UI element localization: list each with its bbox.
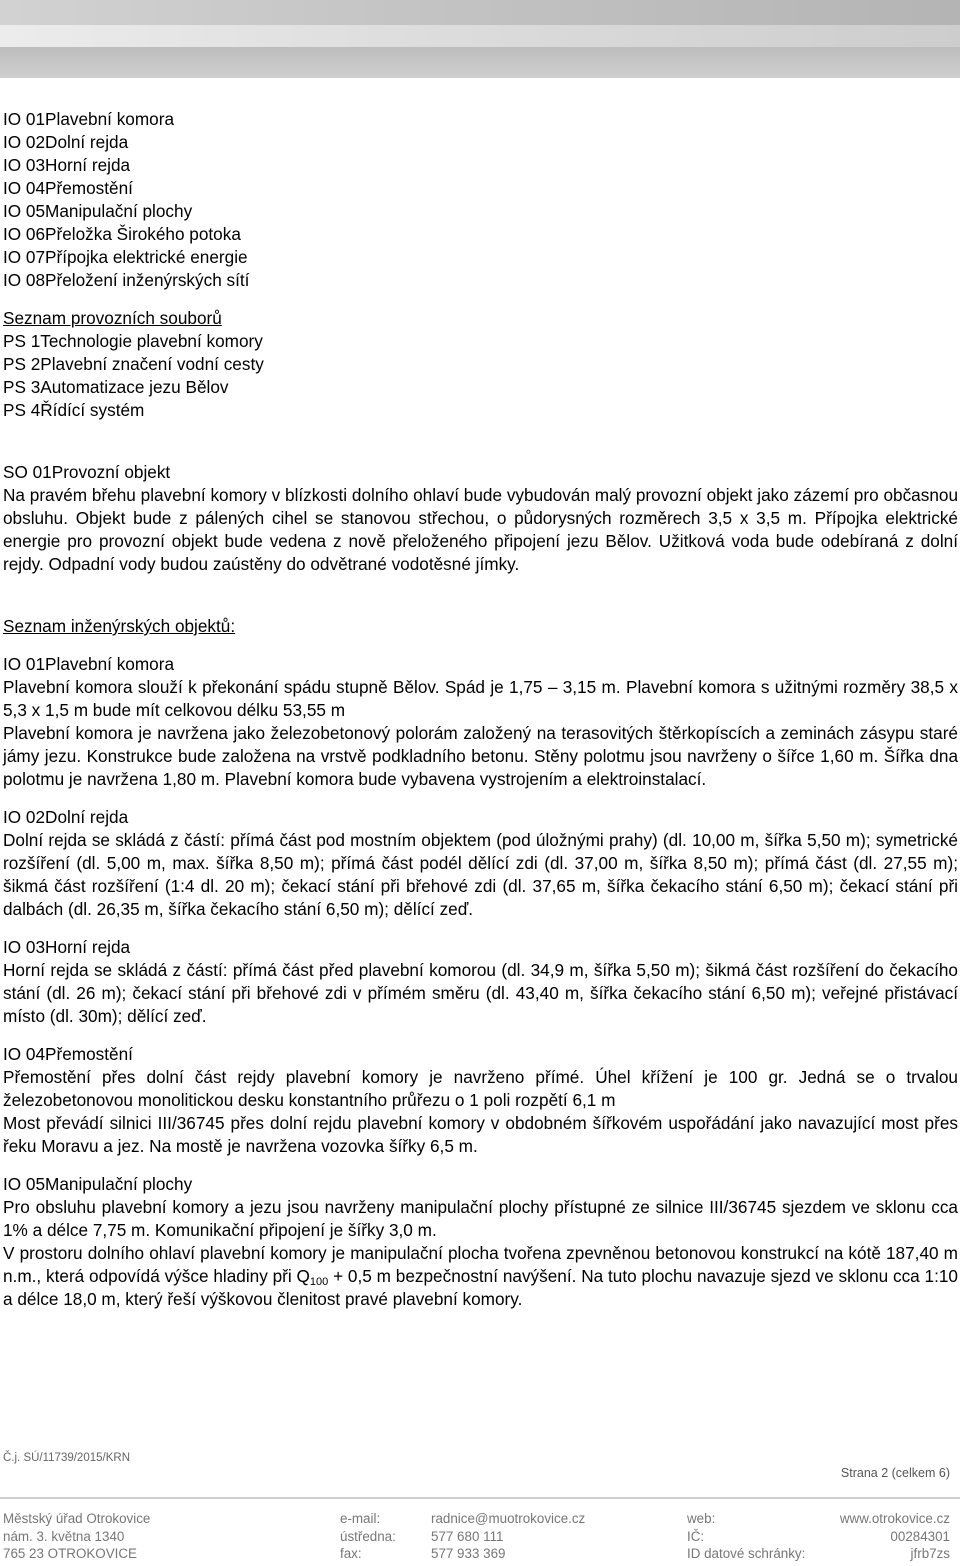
list-item: IO 01Plavební komora [3,109,175,129]
email-value: radnice@muotrokovice.cz [431,1511,586,1526]
io04-para2: Most převádí silnici III/36745 přes dolní rejdu plavební komory v obdobném šířkovém uspořádání jako navazující most přes řeku Moravu a jez. Na mostě je navržena vozovka šířky 6,5 m. [3,1113,958,1156]
io05-para2: V prostoru dolního ohlaví plavební komory je manipulační plocha tvořena zpevněnou betonovou konstrukcí na kótě 187,40 m n.m., která odpovídá výšce hladiny při $Q_{100} + 0,5$ m bezpečnostní navýšení. Na tuto plochu navazuje sjezd ve sklonu cca 1:10 a délce 18,0 m, který řeší výškovou členitost pravé plavební komory. [3,1243,958,1309]
list-item: PS 2Plavební značení vodní cesty [3,354,264,374]
page-number: Strana 2 (celkem 6) [840,1466,950,1480]
io03-title: IO 03Horní rejda [3,937,131,957]
io-heading: Seznam inženýrských objektů: [3,616,236,636]
document-body [3,108,958,1311]
footer-office: Městský úřad Otrokovice nám. 3. května 1340 765 23 OTROKOVICE [3,1511,151,1561]
footer-divider [0,1497,960,1499]
q100-subscript: 100 [309,1276,329,1288]
io01-para1: Plavební komora slouží k překonání spádu stupně Bělov. Spád je 1,75 – 3,15 m. Plavební komora s užitnými rozměry 38,5 x 5,3 x 1,5 m bude mít celkovou délku 53,55 m [3,677,958,720]
so01-text: Na pravém břehu plavební komory v blízkosti dolního ohlaví bude vybudován malý provozní objekt jako zázemí pro občasnou obsluhu. Objekt bude z pálených cihel se stanovou střechou, o půdorysných rozměrech 3,5 x 3,5 m. Přípojka elektrické energie pro provozní objekt bude vedena z nově přeloženého připojení jezu Bělov. Užitková voda bude odebíraná z dolní rejdy. Odpadní vody budou zaústěny do odvětrané vodotěsné jímky. [3,485,958,574]
list-item: IO 08Přeložení inženýrských sítí [3,270,250,290]
io04-para1: Přemostění přes dolní část rejdy plavební komory je navrženo přímé. Úhel křížení je 100 gr. Jedná se o trvalou železobetonovou monolitickou desku konstantního průřezu o 1 poli rozpětí 6,1 m [3,1067,958,1110]
footer-web-labels: web: IČ: ID datové schránky: [687,1511,806,1561]
list-item: PS 3Automatizace jezu Bělov [3,377,229,397]
io03-text: Horní rejda se skládá z částí: přímá část před plavební komorou (dl. 34,9 m, šířka 5,50 m); šikmá část rozšíření do čekacího stání (dl. 26 m); čekací stání při břehové zdi v přímém směru (dl. 43,40 m, šířka čekacího stání 6,50 m); veřejné přistávací místo (dl. 30m); dělící zeď. [3,960,958,1026]
list-item: IO 06Přeložka Širokého potoka [3,224,241,244]
footer [0,1510,960,1566]
io-list [3,108,958,292]
footer-web-values: www.otrokovice.cz 00284301 jfrb7zs [839,1511,950,1561]
header-stripe [0,25,960,47]
ps-list [3,330,958,422]
header-banner [0,0,960,78]
io05-para1: Pro obsluhu plavební komory a jezu jsou navrženy manipulační plochy přístupné ze silnice III/36745 sjezdem ve sklonu cca 1% a délce 7,75 m. Komunikační připojení je šířky 3,0 m. [3,1197,958,1240]
web-value: www.otrokovice.cz [839,1511,950,1526]
io04-title: IO 04Přemostění [3,1044,133,1064]
io01-para2: Plavební komora je navržena jako železobetonový polorám založený na terasovitých štěrkopíscích a zeminách zásypu staré jámy jezu. Konstrukce bude založena na vrstvě podkladního betonu. Stěny polotmu jsou navrženy o šířce 1,60 m. Šířka dna polotmu je navržena 1,80 m. Plavební komora bude vybavena vystrojením a elektroinstalací. [3,723,958,789]
list-item: IO 07Přípojka elektrické energie [3,247,248,267]
list-item: PS 4Řídící systém [3,400,145,420]
list-item: IO 03Horní rejda [3,155,131,175]
list-item: IO 04Přemostění [3,178,133,198]
io02-text: Dolní rejda se skládá z částí: přímá část pod mostním objektem (pod úložnými prahy) (dl. 10,00 m, šířka 5,50 m); symetrické rozšíření (dl. 5,00 m, max. šířka 8,50 m); přímá část podél dělící zdi (dl. 37,00 m, šířka 8,50 m); přímá část (dl. 27,55 m); šikmá část rozšíření (1:4 dl. 20 m); čekací stání při břehové zdi (dl. 37,65 m, šířka čekacího stání 6,50 m); čekací stání při dalbách (dl. 26,35 m, šířka čekacího stání 6,50 m); dělící zeď. [3,830,958,919]
list-item: PS 1Technologie plavební komory [3,331,263,351]
so01-title: SO 01Provozní objekt [3,462,171,482]
reference-number: Č.j. SÚ/11739/2015/KRN [3,1452,130,1464]
io01-title: IO 01Plavební komora [3,654,175,674]
list-item: IO 02Dolní rejda [3,132,129,152]
list-item: IO 05Manipulační plochy [3,201,193,221]
ps-heading: Seznam provozních souborů [3,308,222,328]
io05-title: IO 05Manipulační plochy [3,1174,193,1194]
footer-contact-values: radnice@muotrokovice.cz 577 680 111 577 933 369 [431,1511,586,1561]
io02-title: IO 02Dolní rejda [3,807,129,827]
header-shade [0,47,960,78]
footer-contact-labels: e-mail: ústředna: fax: [340,1511,396,1561]
